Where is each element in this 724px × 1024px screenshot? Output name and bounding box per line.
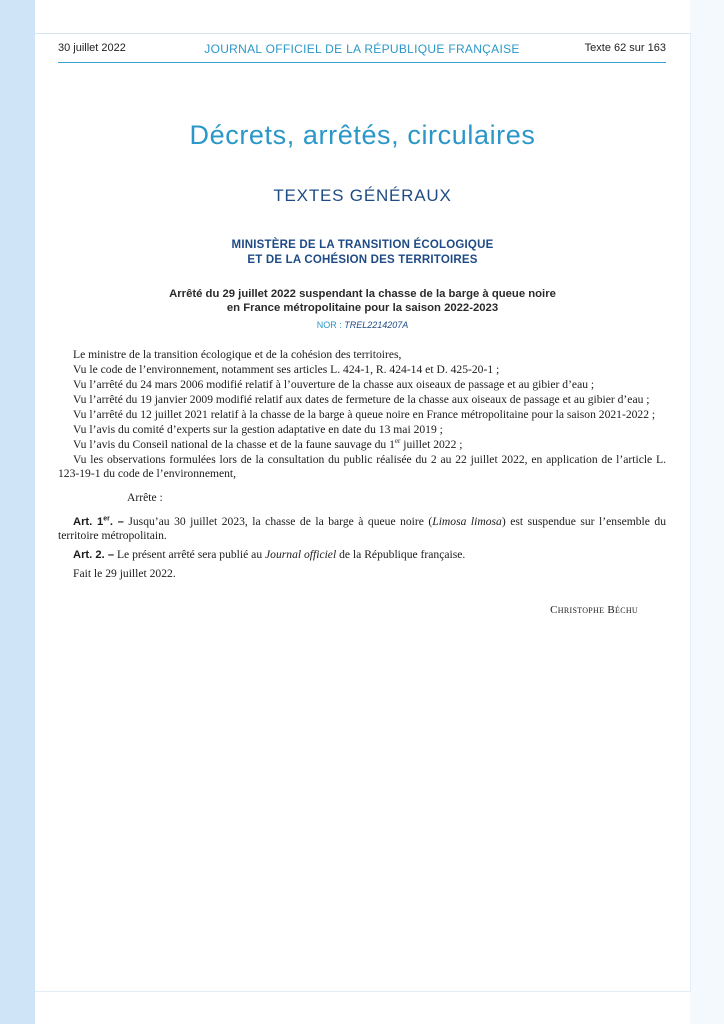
article-1-label-superscript: er <box>103 515 110 523</box>
nor-value: TREL2214207A <box>344 320 409 330</box>
nor-label: NOR : <box>316 320 342 330</box>
article-1 <box>58 515 666 543</box>
preamble-intro: Le ministre de la transition écologique et de la cohésion des territoires, <box>73 348 402 361</box>
visa-cnc-superscript: er <box>394 437 401 446</box>
arrete-title <box>35 287 690 315</box>
visa-paragraph <box>58 438 666 452</box>
article-1-text-end: ) est suspendue sur l’ensemble du territoire métropolitain. <box>58 515 666 542</box>
article-2-text-end: de la République française. <box>336 548 466 561</box>
ministry-line-2: ET DE LA COHÉSION DES TERRITOIRES <box>247 254 478 266</box>
closing-date: Fait le 29 juillet 2022. <box>73 567 176 580</box>
arrete-title-line-2: en France métropolitaine pour la saison 2022-2023 <box>226 302 499 314</box>
visa-paragraph: Vu l’avis du comité d’experts sur la gestion adaptative en date du 13 mai 2019 ; <box>73 423 443 436</box>
visa-paragraph: Vu les observations formulées lors de la consultation du public réalisée du 2 au 22 juillet 2022, en application de l’article L. 123-19-1 du code de l’environnement, <box>58 453 666 480</box>
visa-paragraph: Vu le code de l’environnement, notamment ses articles L. 424-1, R. 424-14 et D. 425-20-1 ; <box>73 363 500 376</box>
ministry-heading <box>35 238 690 268</box>
header-divider <box>58 62 666 63</box>
left-margin-band <box>0 0 35 1024</box>
article-2-label: Art. 2. – <box>73 549 115 561</box>
article-1-label-text: Art. 1 <box>73 516 104 528</box>
header-journal-title: JOURNAL OFFICIEL DE LA RÉPUBLIQUE FRANÇAISE <box>204 42 520 56</box>
signatory-name: Christophe Béchu <box>550 604 638 616</box>
nor-reference <box>35 320 690 330</box>
article-2-journal-name: Journal officiel <box>265 548 337 561</box>
visa-paragraph: Vu l’arrêté du 12 juillet 2021 relatif à la chasse de la barge à queue noire en France métropolitaine pour la saison 2021-2022 ; <box>73 408 656 421</box>
visa-paragraph: Vu l’arrêté du 19 janvier 2009 modifié relatif aux dates de fermeture de la chasse aux oiseaux de passage et au gibier d’eau ; <box>73 393 650 406</box>
visa-cnc-text-end: juillet 2022 ; <box>400 438 463 451</box>
header-date: 30 juillet 2022 <box>58 42 126 54</box>
header-page-reference: Texte 62 sur 163 <box>584 42 666 54</box>
article-2-text: Le présent arrêté sera publié au <box>114 548 266 561</box>
section-title: Décrets, arrêtés, circulaires <box>189 120 536 150</box>
article-1-label-dash: . – <box>109 516 124 528</box>
subsection-title: TEXTES GÉNÉRAUX <box>273 186 452 205</box>
article-1-label <box>73 516 124 528</box>
article-1-text: Jusqu’au 30 juillet 2023, la chasse de la barge à queue noire ( <box>123 515 433 528</box>
document-body <box>58 348 666 582</box>
visa-cnc-text: Vu l’avis du Conseil national de la chasse et de la faune sauvage du 1 <box>73 438 395 451</box>
article-2 <box>58 548 666 562</box>
page-header <box>58 42 666 58</box>
right-margin-band <box>690 0 724 1024</box>
ministry-line-1: MINISTÈRE DE LA TRANSITION ÉCOLOGIQUE <box>231 239 494 251</box>
arrete-title-line-1: Arrêté du 29 juillet 2022 suspendant la chasse de la barge à queue noire <box>169 288 556 300</box>
visa-paragraph: Vu l’arrêté du 24 mars 2006 modifié relatif à l’ouverture de la chasse aux oiseaux de passage et au gibier d’eau ; <box>73 378 595 391</box>
decision-verb: Arrête : <box>127 491 163 504</box>
article-1-species-name: Limosa limosa <box>432 515 502 528</box>
